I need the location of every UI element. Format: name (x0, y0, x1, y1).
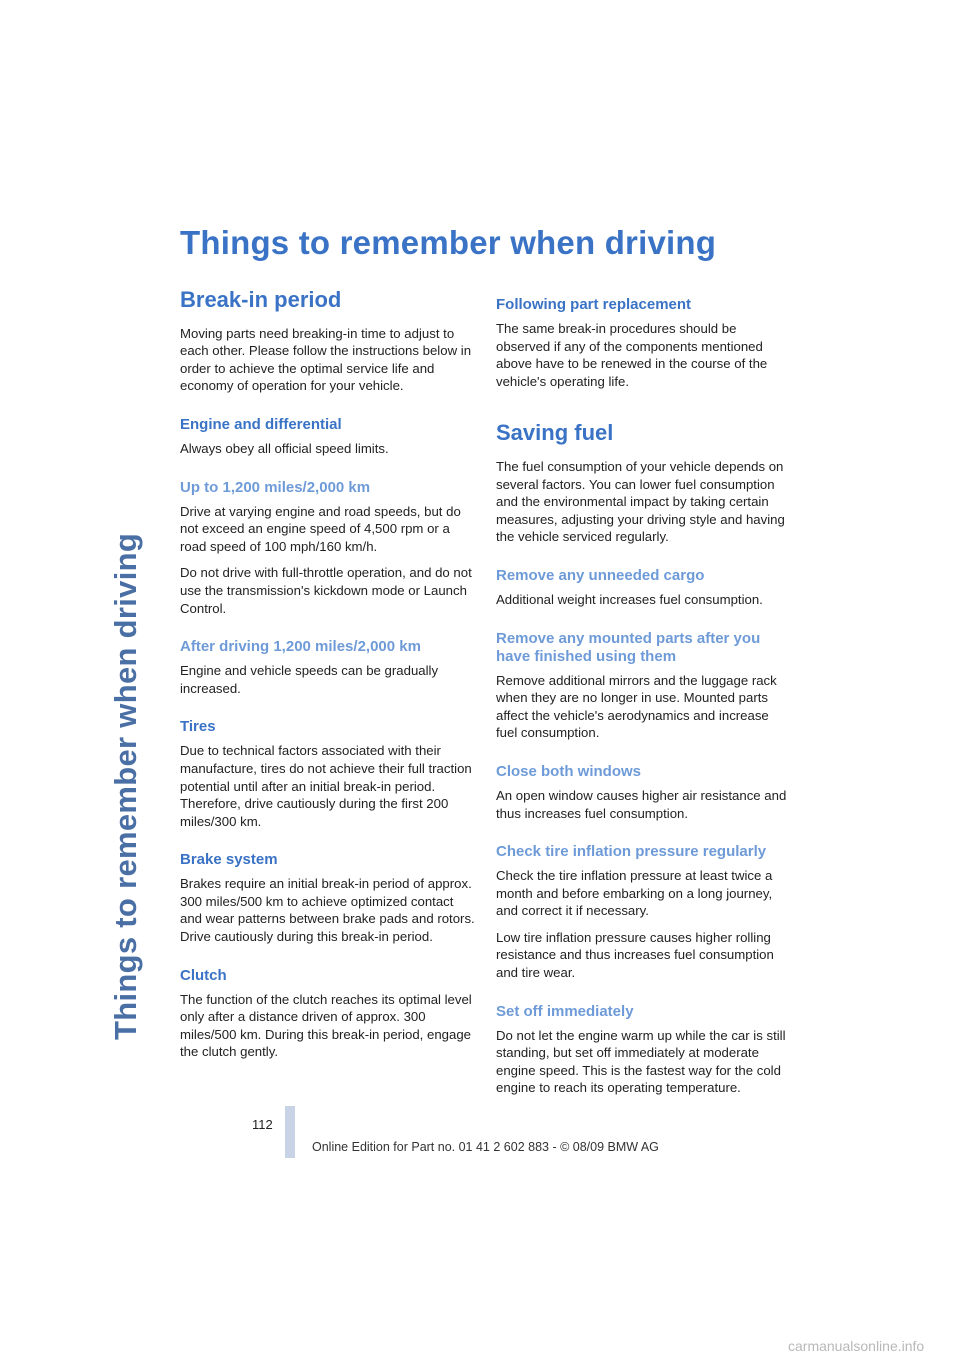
section-up-to (180, 479, 476, 618)
paragraph-tires: Due to technical factors associated with their manufacture, tires do not achieve their full traction potential until after an initial break-in period. Therefore, drive cautiously during the first 200 miles/300 km. (180, 743, 472, 829)
side-tab-label: Things to remember when driving (108, 532, 143, 1040)
section-windows (496, 763, 792, 822)
heading-clutch: Clutch (180, 966, 227, 984)
right-column (496, 296, 792, 1106)
paragraph-after-driving: Engine and vehicle speeds can be gradually increased. (180, 663, 439, 696)
footer-bar (285, 1106, 295, 1158)
paragraph-up-to-1: Drive at varying engine and road speeds, but do not exceed an engine speed of 4,500 rpm or a road speed of 100 mph/160 km/h. (180, 503, 461, 554)
heading-tire-pressure: Check tire inflation pressure regularly (496, 843, 767, 861)
section-tires (180, 718, 476, 830)
paragraph-up-to-2: Do not drive with full-throttle operation, and do not use the transmission's kickdown mode or Launch Control. (180, 565, 472, 616)
paragraph-break-in-intro: Moving parts need breaking-in time to adjust to each other. Please follow the instructions below in order to achieve the optimal service life and economy of operation for your vehicle. (180, 325, 472, 394)
side-tab (102, 228, 162, 1040)
section-set-off (496, 1003, 792, 1097)
left-column (180, 286, 476, 1070)
section-saving-fuel (496, 419, 792, 546)
paragraph-windows: An open window causes higher air resistance and thus increases fuel consumption. (496, 787, 787, 821)
section-following (496, 296, 792, 390)
section-engine (180, 416, 476, 458)
paragraph-tire-pressure-1: Check the tire inflation pressure at least twice a month and before embarking on a long journey, and correct it if necessary. (496, 868, 773, 919)
paragraph-set-off: Do not let the engine warm up while the car is still standing, but set off immediately at moderate engine speed. This is the fastest way for the cold engine to reach its operating temperature. (496, 1027, 786, 1096)
heading-set-off: Set off immediately (496, 1002, 634, 1020)
heading-break-in-period: Break-in period (180, 287, 342, 312)
section-break-in (180, 286, 476, 395)
paragraph-following: The same break-in procedures should be observed if any of the components mentioned above have to be renewed in the course of the vehicle's operating life. (496, 321, 768, 389)
paragraph-brake: Brakes require an initial break-in period of approx. 300 miles/500 km to achieve optimized contact and wear patterns between brake pads and rotors. Drive cautiously during this break-in period. (180, 876, 475, 945)
paragraph-clutch: The function of the clutch reaches its optimal level only after a distance driven of approx. 300 miles/500 km. During this break-in period, engage the clutch gently. (180, 991, 472, 1060)
paragraph-cargo: Additional weight increases fuel consumption. (496, 591, 763, 607)
watermark: carmanualsonline.info (788, 1338, 925, 1354)
heading-tires: Tires (180, 718, 216, 736)
heading-close-windows: Close both windows (496, 762, 641, 780)
heading-after-driving: After driving 1,200 miles/2,000 km (180, 638, 421, 656)
section-mounted (496, 630, 792, 742)
heading-brake-system: Brake system (180, 851, 278, 869)
footer-edition: Online Edition for Part no. 01 41 2 602 883 - © 08/09 BMW AG (312, 1140, 659, 1154)
section-tire-pressure (496, 843, 792, 982)
heading-following-part-replacement: Following part replacement (496, 296, 692, 313)
heading-engine-differential: Engine and differential (180, 415, 342, 433)
page-number: 112 (252, 1117, 273, 1132)
heading-remove-cargo: Remove any unneeded cargo (496, 566, 705, 584)
section-after-driving (180, 638, 476, 697)
paragraph-engine: Always obey all official speed limits. (180, 440, 389, 456)
page-title: Things to remember when driving (180, 224, 717, 261)
section-cargo (496, 567, 792, 609)
paragraph-tire-pressure-2: Low tire inflation pressure causes higher rolling resistance and thus increases fuel consumption and tire wear. (496, 929, 774, 981)
section-brake (180, 851, 476, 945)
paragraph-saving-fuel: The fuel consumption of your vehicle depends on several factors. You can lower fuel consumption and the environmental impact by taking certain measures, adjusting your driving style and having the vehicle serviced regularly. (496, 458, 785, 545)
heading-saving-fuel: Saving fuel (496, 420, 614, 446)
section-clutch (180, 967, 476, 1061)
heading-up-to-1200: Up to 1,200 miles/2,000 km (180, 478, 371, 496)
paragraph-mounted: Remove additional mirrors and the luggage rack when they are no longer in use. Mounted parts affect the vehicle's aerodynamics and increase fuel consumption. (496, 672, 777, 741)
heading-remove-mounted-parts: Remove any mounted parts after you have finished using them (496, 629, 761, 665)
